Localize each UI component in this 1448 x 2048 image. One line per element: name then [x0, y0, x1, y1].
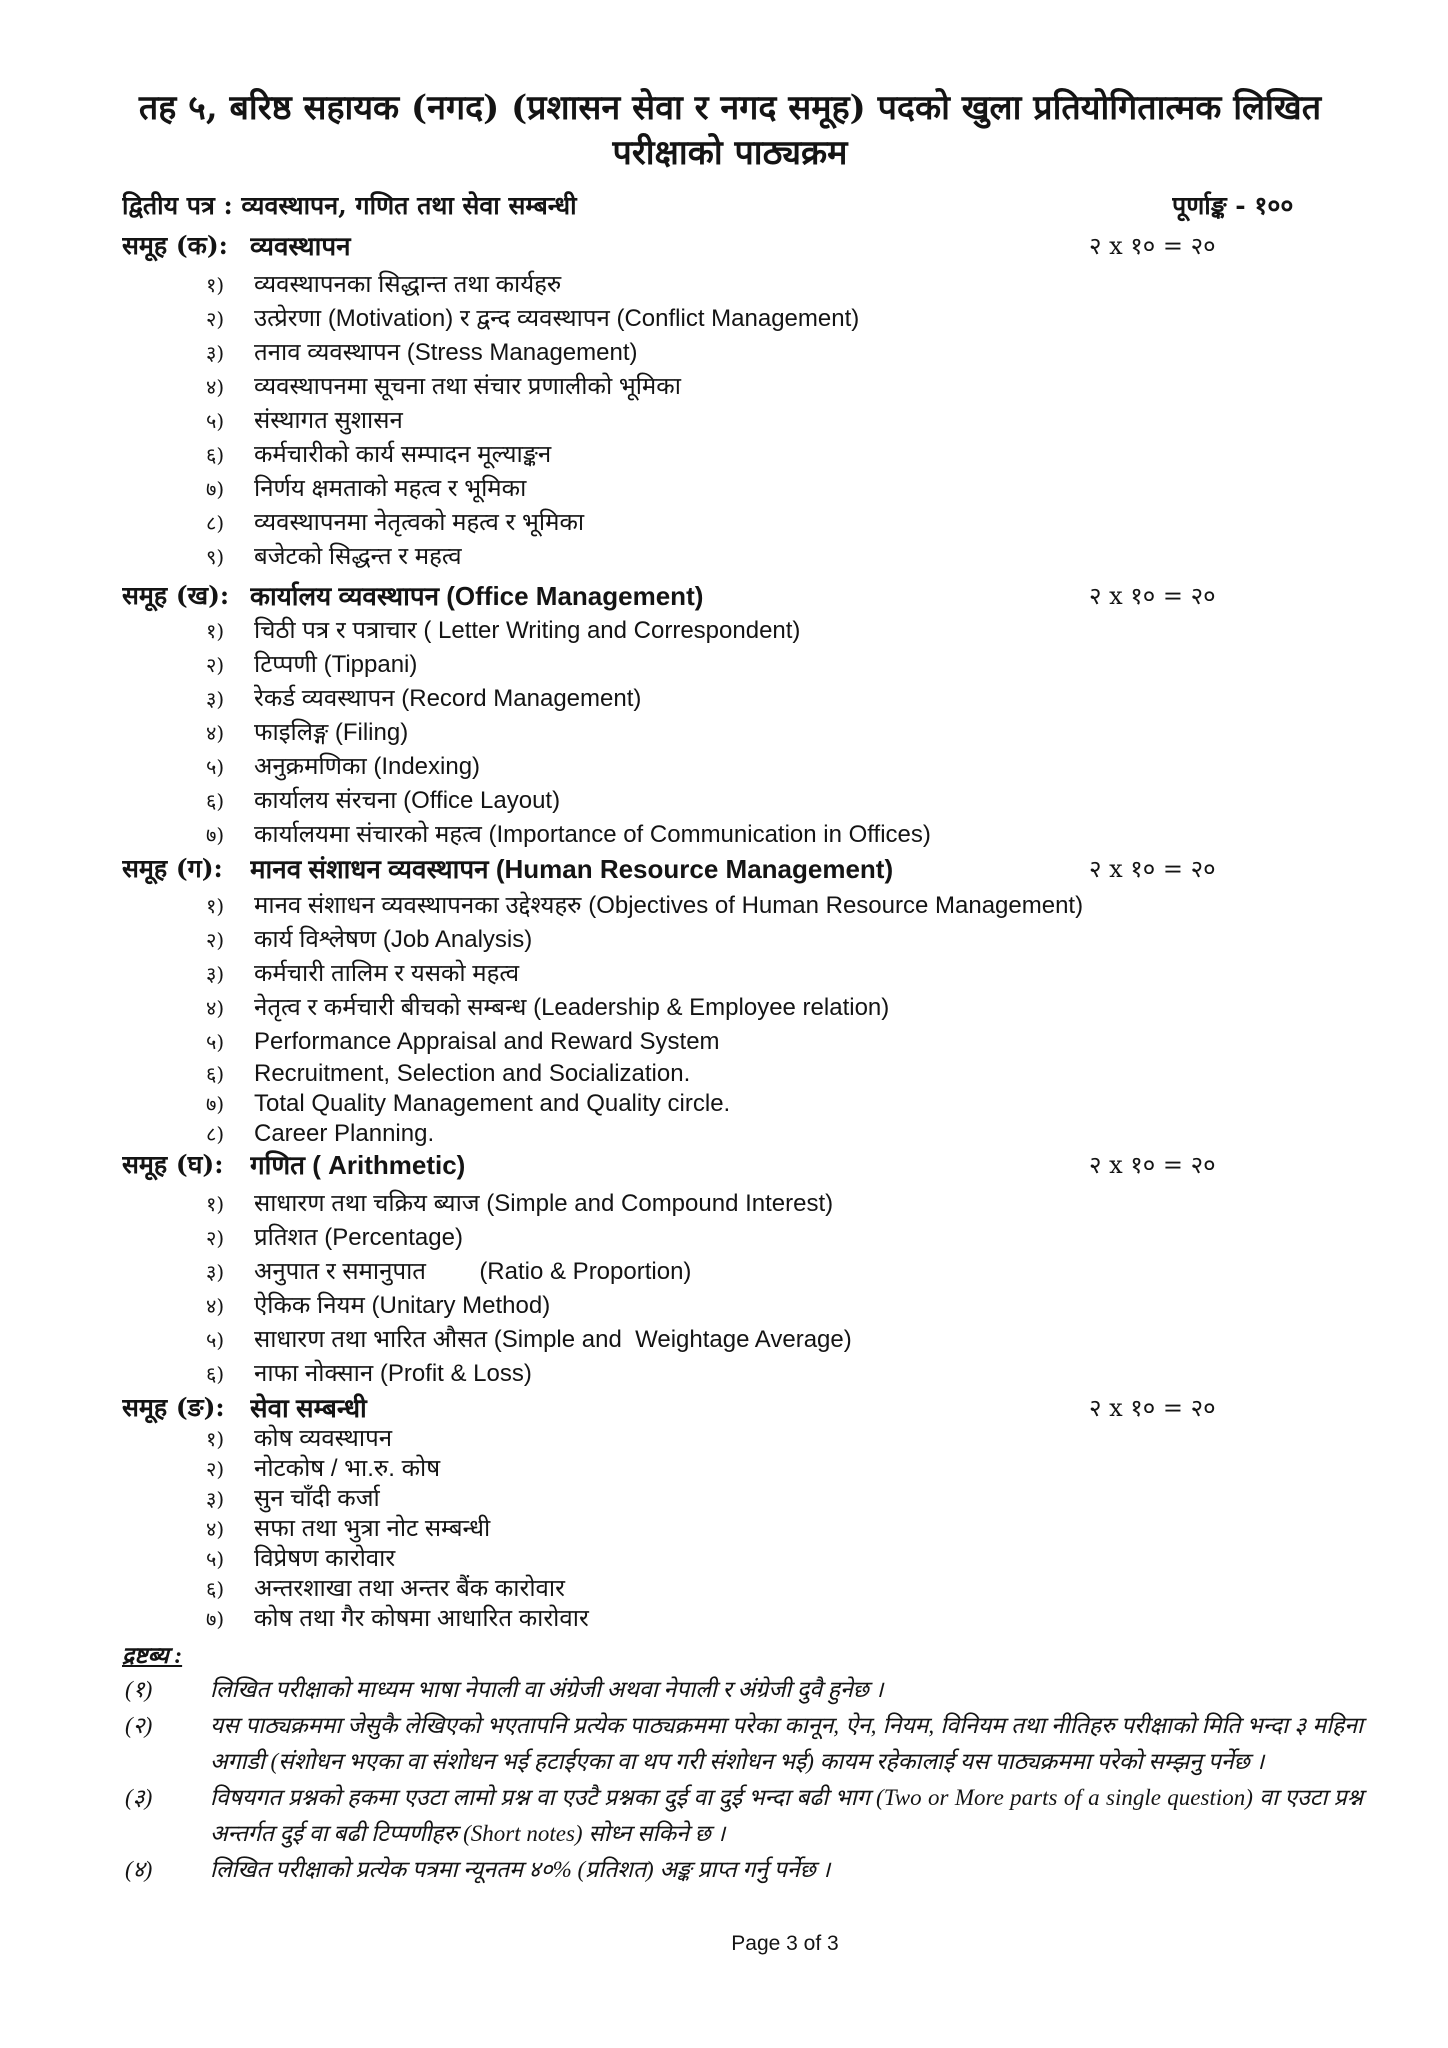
item-number: ६): [206, 1362, 225, 1386]
group-marks: २ x १० = २०: [1089, 1151, 1216, 1179]
group-heading: [0, 1146, 1448, 1184]
group-marks: २ x १० = २०: [1089, 582, 1216, 610]
item-number: ६): [206, 443, 225, 467]
item-number: ७): [206, 1607, 225, 1631]
syllabus-item: [0, 1544, 1448, 1574]
note-text: लिखित परीक्षाको माध्यम भाषा नेपाली वा अंग्रेजी अथवा नेपाली र अंग्रेजी दुवै हुनेछ ।: [210, 1677, 884, 1702]
syllabus-item: [0, 682, 1448, 716]
full-marks: पूर्णाङ्क - १००: [1172, 191, 1294, 220]
item-text: अन्तरशाखा तथा अन्तर बैंक कारोवार: [254, 1575, 565, 1602]
item-number: ६): [206, 1062, 225, 1086]
syllabus-item: [0, 1514, 1448, 1544]
group-title: सेवा सम्बन्धी: [250, 1393, 367, 1423]
item-number: १): [206, 619, 225, 643]
group-label: समूह (ख):: [122, 581, 230, 610]
title-line: परीक्षाको पाठ्यक्रम: [612, 133, 848, 173]
item-text: प्रतिशत (Percentage): [254, 1224, 463, 1251]
note-text: यस पाठ्यक्रममा जेसुकै लेखिएको भएतापनि प्रत्येक पाठ्यक्रममा परेका कानून, ऐन, नियम, विनियम तथा नीतिहरु परीक्षाको मिति भन्दा ३ महिना अगाडी (संशोधन भएका वा संशोधन भई हटाईएका वा थप गरी संशोधन भई) कायम रहेकालाई यस पाठ्यक्रममा परेको सम्झनु पर्नेछ ।: [210, 1713, 1363, 1774]
syllabus-item: [0, 1119, 1448, 1149]
syllabus-item: [0, 1255, 1448, 1289]
item-text: कोष व्यवस्थापन: [254, 1425, 393, 1452]
group-marks: २ x १० = २०: [1089, 1394, 1216, 1422]
group-items: [0, 1424, 1448, 1634]
item-text: चिठी पत्र र पत्राचार ( Letter Writing and Correspondent): [254, 617, 801, 644]
syllabus-item: [0, 1357, 1448, 1391]
item-number: ५): [206, 1547, 225, 1571]
item-number: ४): [206, 375, 225, 399]
item-number: ७): [206, 477, 225, 501]
group-heading: [0, 227, 1448, 265]
item-number: ५): [206, 755, 225, 779]
syllabus-item: [0, 404, 1448, 438]
item-number: ३): [206, 962, 225, 986]
item-number: ३): [206, 687, 225, 711]
item-text: निर्णय क्षमताको महत्व र भूमिका: [254, 475, 527, 502]
item-number: ४): [206, 1294, 225, 1318]
group-heading: [0, 577, 1448, 615]
item-text: नेतृत्व र कर्मचारी बीचको सम्बन्ध (Leadership & Employee relation): [254, 994, 890, 1021]
item-text: Recruitment, Selection and Socialization.: [254, 1060, 691, 1087]
item-text: व्यवस्थापनमा सूचना तथा संचार प्रणालीको भूमिका: [254, 373, 681, 400]
item-number: ४): [206, 1517, 225, 1541]
note-item: [0, 1708, 1448, 1780]
item-number: २): [206, 928, 225, 952]
note-text: लिखित परीक्षाको प्रत्येक पत्रमा न्यूनतम ४०% (प्रतिशत) अङ्क प्राप्त गर्नु पर्नेछ ।: [210, 1857, 831, 1882]
item-text: अनुक्रमणिका (Indexing): [254, 753, 481, 780]
group-marks: २ x १० = २०: [1089, 232, 1216, 260]
item-number: ५): [206, 1328, 225, 1352]
syllabus-item: [0, 1424, 1448, 1454]
item-text: तनाव व्यवस्थापन (Stress Management): [254, 339, 638, 366]
syllabus-item: [0, 614, 1448, 648]
item-text: ऐकिक नियम (Unitary Method): [254, 1292, 551, 1319]
syllabus-item: [0, 1604, 1448, 1634]
notes-heading-text: द्रष्टब्य :: [122, 1643, 183, 1668]
item-text: सफा तथा भुत्रा नोट सम्बन्धी: [254, 1515, 491, 1542]
notes-heading: [0, 1640, 1448, 1672]
syllabus-item: [0, 1454, 1448, 1484]
syllabus-item: [0, 1025, 1448, 1059]
group-label: समूह (ङ):: [122, 1393, 225, 1422]
item-number: २): [206, 653, 225, 677]
note-number: (४): [125, 1857, 153, 1882]
item-text: मानव संशाधन व्यवस्थापनका उद्देश्यहरु (Objectives of Human Resource Management): [254, 892, 1084, 919]
note-number: (२): [125, 1713, 153, 1738]
paper-title: द्वितीय पत्र : व्यवस्थापन, गणित तथा सेवा सम्बन्धी: [122, 191, 577, 220]
syllabus-item: [0, 336, 1448, 370]
item-number: १): [206, 1192, 225, 1216]
group-label: समूह (ग):: [122, 854, 223, 883]
syllabus-item: [0, 889, 1448, 923]
item-number: ५): [206, 1030, 225, 1054]
item-text: व्यवस्थापनमा नेतृत्वको महत्व र भूमिका: [254, 509, 585, 536]
syllabus-item: [0, 923, 1448, 957]
note-item: [0, 1852, 1448, 1888]
syllabus-item: [0, 506, 1448, 540]
item-text: नाफा नोक्सान (Profit & Loss): [254, 1360, 532, 1387]
item-number: १): [206, 1427, 225, 1451]
item-number: १): [206, 273, 225, 297]
note-text: विषयगत प्रश्नको हकमा एउटा लामो प्रश्न वा एउटै प्रश्नका दुई वा दुई भन्दा बढी भाग (Two or More parts of a single question) वा एउटा प्रश्न अन्तर्गत दुई वा बढी टिप्पणीहरु (Short notes) सोध्न सकिने छ ।: [210, 1785, 1363, 1846]
group-label: समूह (घ):: [122, 1150, 224, 1179]
item-text: बजेटको सिद्धन्त र महत्व: [254, 543, 462, 570]
group-marks: २ x १० = २०: [1089, 855, 1216, 883]
item-text: Career Planning.: [254, 1120, 435, 1147]
paper-heading: [0, 186, 1448, 226]
item-text: फाइलिङ्ग (Filing): [254, 719, 409, 746]
item-number: ३): [206, 1260, 225, 1284]
item-text: व्यवस्थापनका सिद्धान्त तथा कार्यहरु: [254, 271, 562, 298]
syllabus-item: [0, 438, 1448, 472]
syllabus-item: [0, 818, 1448, 852]
group-items: [0, 268, 1448, 574]
item-number: ४): [206, 996, 225, 1020]
item-number: ६): [206, 789, 225, 813]
syllabus-item: [0, 648, 1448, 682]
syllabus-item: [0, 1059, 1448, 1089]
syllabus-item: [0, 370, 1448, 404]
syllabus-item: [0, 991, 1448, 1025]
item-text: उत्प्रेरणा (Motivation) र द्वन्द व्यवस्थापन (Conflict Management): [254, 305, 860, 332]
item-number: २): [206, 307, 225, 331]
item-number: ३): [206, 1487, 225, 1511]
group-title: व्यवस्थापन: [250, 231, 351, 261]
group-heading: [0, 1389, 1448, 1427]
syllabus-item: [0, 1289, 1448, 1323]
item-text: Performance Appraisal and Reward System: [254, 1028, 720, 1055]
item-text: संस्थागत सुशासन: [254, 407, 403, 434]
item-number: ६): [206, 1577, 225, 1601]
item-number: ७): [206, 1092, 225, 1116]
syllabus-item: [0, 1323, 1448, 1357]
item-text: कार्य विश्लेषण (Job Analysis): [254, 926, 533, 953]
group-items: [0, 614, 1448, 852]
item-number: ५): [206, 409, 225, 433]
note-item: [0, 1672, 1448, 1708]
item-text: विप्रेषण कारोवार: [254, 1545, 396, 1572]
note-number: (१): [125, 1677, 153, 1702]
syllabus-item: [0, 1574, 1448, 1604]
item-text: नोटकोष / भा.रु. कोष: [254, 1455, 441, 1482]
group-items: [0, 1187, 1448, 1391]
item-text: साधारण तथा भारित औसत (Simple and Weightage Average): [254, 1326, 852, 1353]
item-text: कर्मचारी तालिम र यसको महत्व: [254, 960, 520, 987]
note-item: [0, 1780, 1448, 1852]
syllabus-item: [0, 302, 1448, 336]
syllabus-item: [0, 784, 1448, 818]
item-number: ८): [206, 1122, 225, 1146]
item-text: टिप्पणी (Tippani): [254, 651, 418, 678]
syllabus-item: [0, 957, 1448, 991]
item-text: कर्मचारीको कार्य सम्पादन मूल्याङ्कन: [254, 441, 552, 468]
note-number: (३): [125, 1785, 153, 1810]
syllabus-item: [0, 716, 1448, 750]
group-title: गणित ( Arithmetic): [250, 1150, 466, 1180]
title-line: तह ५, बरिष्ठ सहायक (नगद) (प्रशासन सेवा र नगद समूह) पदको खुला प्रतियोगितात्मक लिखित: [138, 88, 1322, 128]
item-text: साधारण तथा चक्रिय ब्याज (Simple and Compound Interest): [254, 1190, 834, 1217]
item-number: २): [206, 1457, 225, 1481]
item-number: २): [206, 1226, 225, 1250]
item-number: ३): [206, 341, 225, 365]
group-label: समूह (क):: [122, 231, 228, 260]
item-text: अनुपात र समानुपात (Ratio & Proportion): [254, 1258, 692, 1285]
group-items: [0, 889, 1448, 1149]
group-title: कार्यालय व्यवस्थापन (Office Management): [250, 581, 704, 611]
page-number: Page 3 of 3: [731, 1932, 839, 1955]
syllabus-item: [0, 1221, 1448, 1255]
syllabus-item: [0, 540, 1448, 574]
item-text: Total Quality Management and Quality circle.: [254, 1090, 731, 1117]
syllabus-item: [0, 750, 1448, 784]
item-text: कार्यालय संरचना (Office Layout): [254, 787, 561, 814]
item-number: ८): [206, 511, 225, 535]
item-number: ४): [206, 721, 225, 745]
item-text: रेकर्ड व्यवस्थापन (Record Management): [254, 685, 642, 712]
syllabus-item: [0, 1089, 1448, 1119]
item-text: कोष तथा गैर कोषमा आधारित कारोवार: [254, 1605, 589, 1632]
syllabus-item: [0, 472, 1448, 506]
item-text: सुन चाँदी कर्जा: [254, 1485, 380, 1512]
syllabus-item: [0, 1187, 1448, 1221]
item-number: १): [206, 894, 225, 918]
group-title: मानव संशाधन व्यवस्थापन (Human Resource Management): [250, 854, 894, 884]
item-number: ७): [206, 823, 225, 847]
syllabus-item: [0, 268, 1448, 302]
group-heading: [0, 850, 1448, 888]
document-title: [40, 86, 1420, 176]
syllabus-item: [0, 1484, 1448, 1514]
item-text: कार्यालयमा संचारको महत्व (Importance of Communication in Offices): [254, 821, 931, 848]
notes-section: [0, 1640, 1448, 1888]
item-number: ९): [206, 545, 225, 569]
